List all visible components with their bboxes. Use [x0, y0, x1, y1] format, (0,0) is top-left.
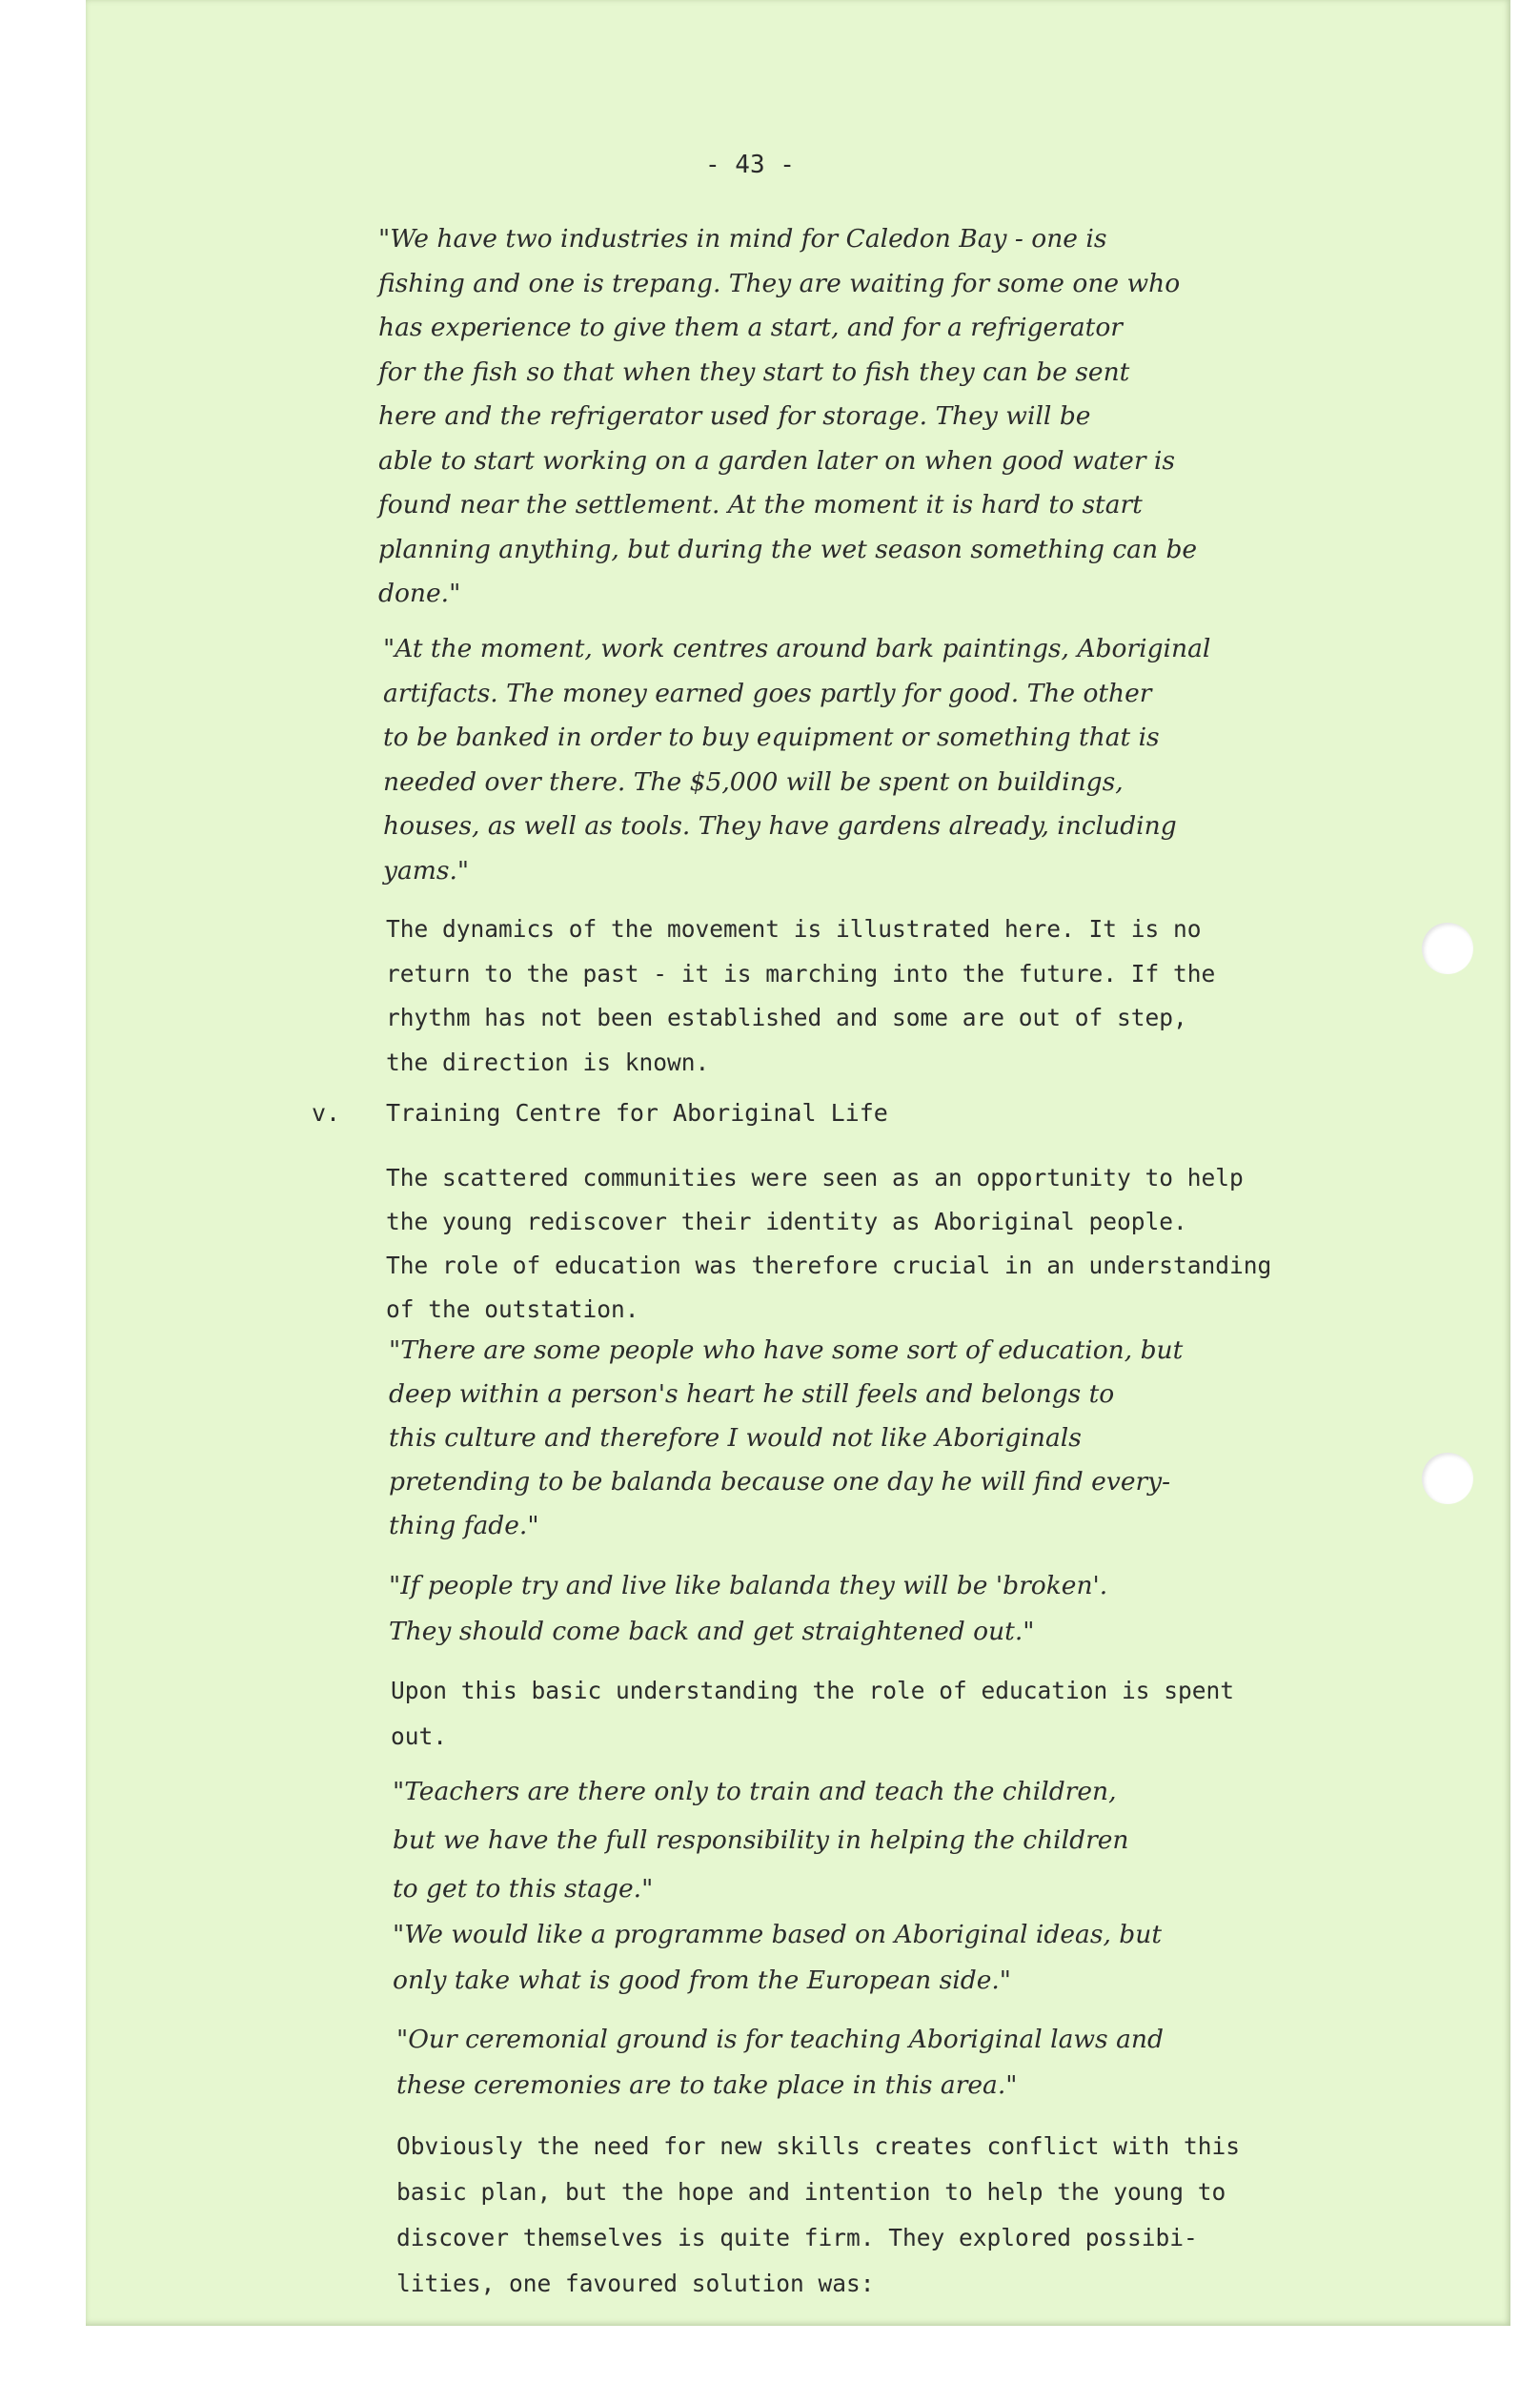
quote-teachers — [393, 1767, 1129, 1913]
text-line: artifacts. The money earned goes partly for good. The other — [383, 678, 1152, 708]
text-line: the direction is known. — [386, 1048, 710, 1076]
section-marker: v. — [312, 1099, 341, 1127]
text-line: "If people try and live like balanda they will be 'broken'. — [389, 1571, 1108, 1600]
text-line: has experience to give them a start, and for a refrigerator — [378, 313, 1123, 342]
text-line: "There are some people who have some sort of education, but — [389, 1335, 1184, 1365]
text-line: They should come back and get straightened out." — [389, 1617, 1035, 1646]
text-line: fishing and one is trepang. They are waiting for some one who — [378, 268, 1181, 298]
text-line: return to the past - it is marching into the future. If the — [386, 959, 1216, 988]
text-line: The role of education was therefore crucial in an understanding — [386, 1252, 1272, 1279]
text-line: basic plan, but the hope and intention to help the young to — [396, 2178, 1226, 2206]
text-line: out. — [391, 1722, 448, 1750]
text-line: Obviously the need for new skills creates conflict with this — [396, 2132, 1241, 2160]
text-line: deep within a person's heart he still feels and belongs to — [389, 1379, 1115, 1409]
text-line: discover themselves is quite firm. They explored possibi- — [396, 2224, 1198, 2251]
text-line: this culture and therefore I would not like Aboriginals — [389, 1423, 1082, 1453]
punch-hole-top — [1422, 923, 1473, 974]
text-line: of the outstation. — [386, 1295, 639, 1323]
quote-ceremonial-ground — [396, 2017, 1164, 2108]
text-line: "Our ceremonial ground is for teaching Aboriginal laws and — [396, 2025, 1164, 2054]
text-line: pretending to be balanda because one day he will find every- — [389, 1467, 1171, 1497]
text-line: here and the refrigerator used for storage. They will be — [378, 401, 1091, 431]
text-line: The scattered communities were seen as an opportunity to help — [386, 1164, 1244, 1192]
quote-balanda — [389, 1563, 1107, 1655]
text-line: lities, one favoured solution was: — [396, 2270, 875, 2297]
text-line: yams." — [383, 855, 470, 886]
text-line: for the fish so that when they start to fish they can be sent — [378, 356, 1130, 387]
text-line: but we have the full responsibility in helping the children — [393, 1825, 1129, 1855]
text-line: able to start working on a garden later on when good water is — [378, 445, 1175, 476]
paragraph-obviously — [396, 2124, 1240, 2307]
text-line: The dynamics of the movement is illustrated here. It is no — [386, 915, 1202, 943]
text-line: Upon this basic understanding the role of education is spent — [391, 1677, 1235, 1704]
text-line: found near the settlement. At the moment it is hard to start — [378, 490, 1143, 519]
paragraph-dynamics — [386, 907, 1215, 1085]
page-number: - 43 - — [705, 151, 795, 179]
text-line: the young rediscover their identity as Aboriginal people. — [386, 1208, 1187, 1235]
text-line: needed over there. The $5,000 will be spent on buildings, — [383, 766, 1124, 797]
text-line: rhythm has not been established and some are out of step, — [386, 1004, 1187, 1031]
text-line: "Teachers are there only to train and teach the children, — [393, 1777, 1117, 1806]
quote-work-centres — [383, 627, 1210, 893]
paragraph-scattered-communities — [386, 1156, 1271, 1332]
text-line: houses, as well as tools. They have gardens already, including — [383, 811, 1177, 841]
text-line: done." — [378, 579, 461, 608]
text-line: "We would like a programme based on Aboriginal ideas, but — [393, 1920, 1162, 1949]
text-line: to get to this stage." — [393, 1874, 654, 1904]
text-line: these ceremonies are to take place in this area." — [396, 2070, 1018, 2100]
quote-education — [389, 1329, 1183, 1548]
quote-caledon-bay — [378, 217, 1197, 617]
text-line: "We have two industries in mind for Caledon Bay - one is — [378, 224, 1107, 254]
paragraph-upon-understanding — [391, 1668, 1234, 1760]
text-line: only take what is good from the European side." — [393, 1965, 1011, 1995]
section-title: Training Centre for Aboriginal Life — [386, 1099, 888, 1127]
text-line: to be banked in order to buy equipment or something that is — [383, 723, 1160, 752]
text-line: thing fade." — [389, 1511, 539, 1540]
punch-hole-bottom — [1422, 1453, 1473, 1504]
text-line: "At the moment, work centres around bark paintings, Aboriginal — [383, 634, 1211, 663]
quote-programme — [393, 1912, 1162, 2004]
text-line: planning anything, but during the wet season something can be — [378, 534, 1198, 564]
